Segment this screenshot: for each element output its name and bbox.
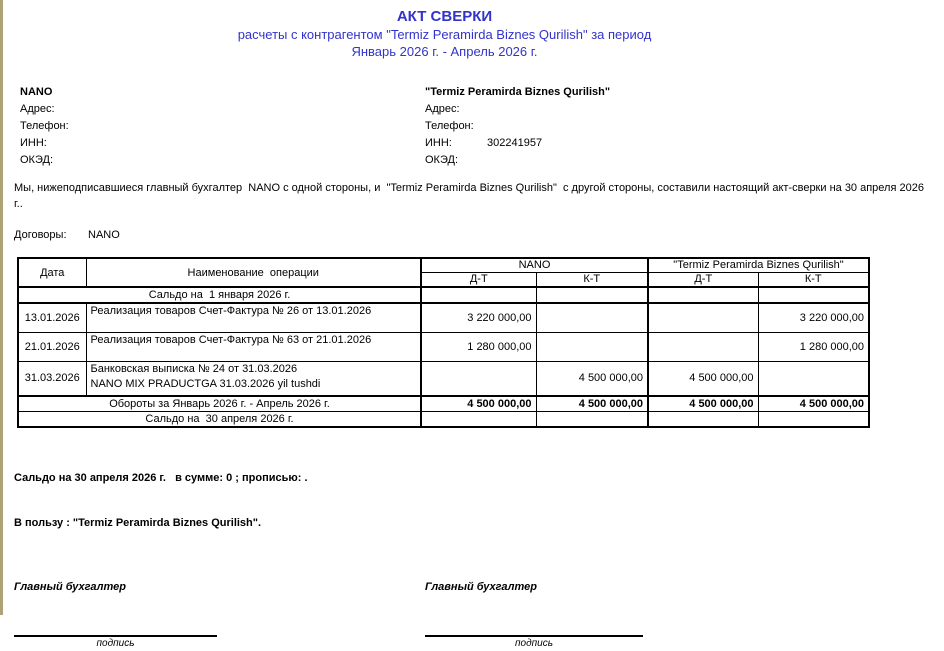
column-header-left-credit: К-Т	[536, 272, 648, 287]
turnover-left-credit: 4 500 000,00	[536, 396, 648, 411]
opening-balance-left-credit	[536, 287, 648, 303]
opening-balance-right-debit	[648, 287, 758, 303]
row-operation-line2: NANO MIX PRADUCTGA 31.03.2026 yil tushdi	[90, 377, 321, 390]
title-block	[17, 8, 872, 60]
document-subtitle-period: расчеты с контрагентом "Termiz Peramirda Biznes Qurilish" за период	[237, 27, 652, 42]
signature-left-title: Главный бухгалтер	[14, 581, 126, 593]
turnover-right-debit: 4 500 000,00	[648, 396, 758, 411]
party-left-oked-label: ОКЭД:	[20, 154, 54, 166]
signature-right-title: Главный бухгалтер	[425, 581, 537, 593]
row-left-debit: 1 280 000,00	[421, 332, 536, 361]
party-left-inn-label: ИНН:	[20, 137, 47, 149]
turnover-totals-row	[18, 396, 869, 411]
party-right	[425, 84, 830, 169]
party-right-oked-label: ОКЭД:	[425, 154, 459, 166]
column-header-date: Дата	[18, 258, 86, 287]
row-operation-line1: Реализация товаров Счет-Фактура № 26 от 13.01.2026	[90, 305, 372, 317]
closing-balance-left-debit	[421, 411, 536, 427]
row-operation	[86, 303, 421, 332]
row-date: 31.03.2026	[18, 361, 86, 396]
closing-balance-row	[18, 411, 869, 427]
summary-section	[14, 441, 944, 561]
parties-section	[20, 84, 944, 169]
signature-left-caption: подпись	[96, 638, 135, 649]
row-left-credit	[536, 332, 648, 361]
party-right-inn-label: ИНН:	[425, 137, 452, 149]
table-row	[18, 332, 869, 361]
row-left-debit: 3 220 000,00	[421, 303, 536, 332]
summary-in-favor-line: В пользу : "Termiz Peramirda Biznes Qurilish".	[14, 517, 262, 529]
column-header-operation: Наименование операции	[86, 258, 421, 287]
intro-paragraph: Мы, нижеподписавшиеся главный бухгалтер NANO с одной стороны, и "Termiz Peramirda Biznes Qurilish" с другой стороны, составили настоящий акт-сверки на 30 апреля 2026 г..	[14, 182, 928, 210]
closing-balance-right-debit	[648, 411, 758, 427]
row-left-credit: 4 500 000,00	[536, 361, 648, 396]
row-right-credit	[758, 361, 869, 396]
table-header-groups-row	[18, 258, 869, 272]
table-row	[18, 303, 869, 332]
document-subtitle-dates: Январь 2026 г. - Апрель 2026 г.	[351, 44, 538, 59]
row-operation-line1: Банковская выписка № 24 от 31.03.2026	[90, 362, 298, 375]
row-operation	[86, 332, 421, 361]
party-left	[20, 84, 425, 169]
opening-balance-label: Сальдо на 1 января 2026 г.	[18, 287, 421, 303]
closing-balance-left-credit	[536, 411, 648, 427]
signatures-section	[14, 580, 944, 651]
party-right-name: "Termiz Peramirda Biznes Qurilish"	[425, 86, 611, 98]
column-header-right-credit: К-Т	[758, 272, 869, 287]
reconciliation-table	[17, 257, 870, 428]
turnover-left-debit: 4 500 000,00	[421, 396, 536, 411]
row-date: 21.01.2026	[18, 332, 86, 361]
turnover-right-credit: 4 500 000,00	[758, 396, 869, 411]
closing-balance-label: Сальдо на 30 апреля 2026 г.	[18, 411, 421, 427]
signature-block-right	[425, 580, 836, 651]
contracts-line	[14, 228, 944, 243]
signature-right-caption: подпись	[515, 638, 553, 649]
party-left-address-label: Адрес:	[20, 103, 55, 115]
column-group-right-company: "Termiz Peramirda Biznes Qurilish"	[648, 258, 869, 272]
party-left-name: NANO	[20, 86, 53, 98]
row-left-credit	[536, 303, 648, 332]
row-date: 13.01.2026	[18, 303, 86, 332]
page-title: АКТ СВЕРКИ	[396, 8, 493, 25]
summary-balance-line: Сальдо на 30 апреля 2026 г. в сумме: 0 ; прописью: .	[14, 472, 308, 484]
row-right-credit: 1 280 000,00	[758, 332, 869, 361]
row-right-credit: 3 220 000,00	[758, 303, 869, 332]
column-header-left-debit: Д-Т	[421, 272, 536, 287]
contracts-label: Договоры:	[14, 229, 67, 241]
party-right-address-label: Адрес:	[425, 103, 460, 115]
turnover-label: Обороты за Январь 2026 г. - Апрель 2026 г.	[18, 396, 421, 411]
row-left-debit	[421, 361, 536, 396]
party-right-inn-row	[425, 135, 830, 152]
column-group-left-company: NANO	[421, 258, 648, 272]
row-right-debit	[648, 303, 758, 332]
row-right-debit	[648, 332, 758, 361]
column-header-right-debit: Д-Т	[648, 272, 758, 287]
contracts-value: NANO	[88, 229, 120, 241]
row-right-debit: 4 500 000,00	[648, 361, 758, 396]
party-right-inn-value: 302241957	[487, 137, 543, 149]
party-right-phone-label: Телефон:	[425, 120, 474, 132]
opening-balance-left-debit	[421, 287, 536, 303]
party-left-inn-row	[20, 135, 425, 152]
table-row	[18, 361, 869, 396]
signature-block-left	[14, 580, 425, 651]
closing-balance-right-credit	[758, 411, 869, 427]
party-left-phone-label: Телефон:	[20, 120, 69, 132]
opening-balance-row	[18, 287, 869, 303]
opening-balance-right-credit	[758, 287, 869, 303]
row-operation	[86, 361, 421, 396]
row-operation-line1: Реализация товаров Счет-Фактура № 63 от 21.01.2026	[90, 333, 372, 346]
